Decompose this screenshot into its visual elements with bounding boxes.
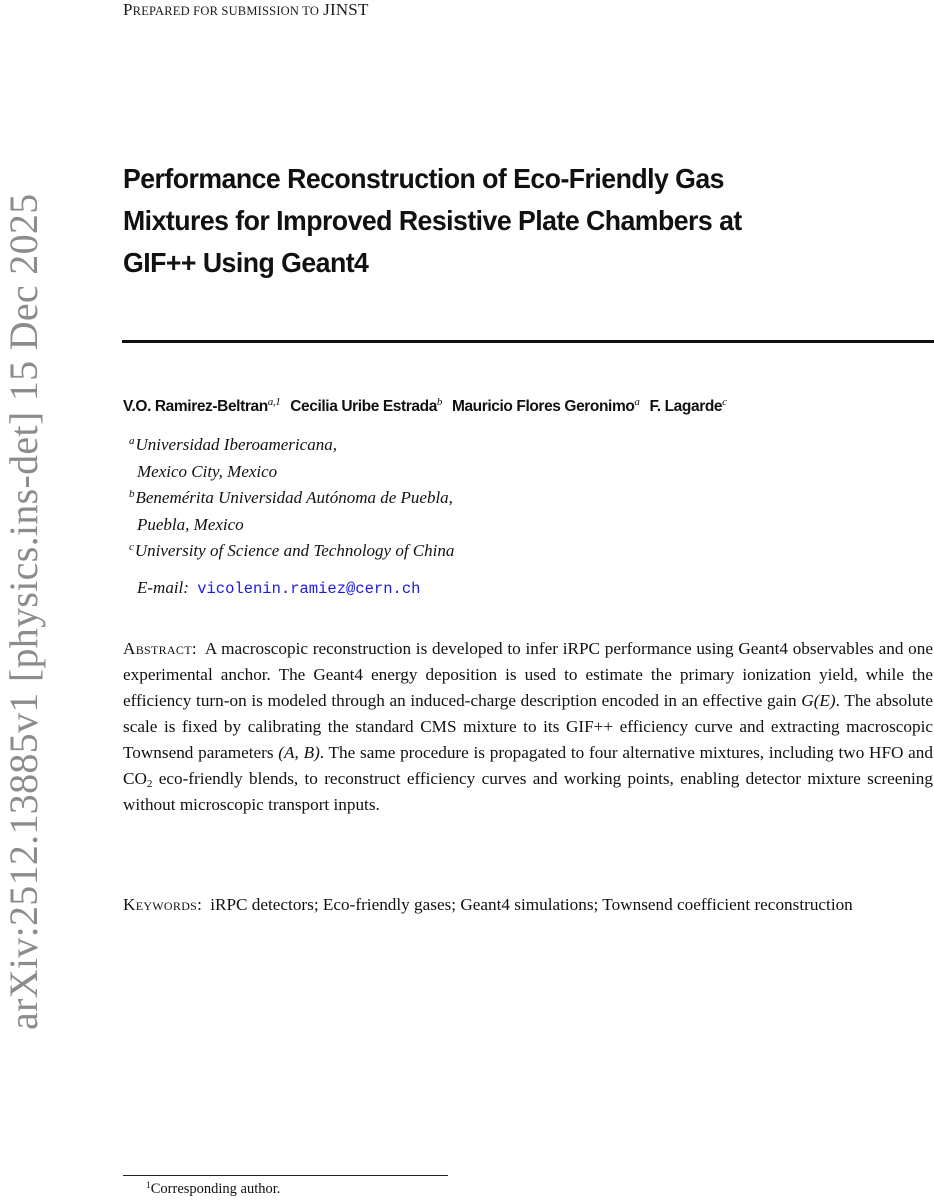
affiliation-a xyxy=(129,432,454,459)
abstract-label: Abstract: xyxy=(123,639,197,658)
author-affiliation-mark: a xyxy=(634,396,640,408)
journal-header-initial: P xyxy=(123,0,133,19)
title-line-1: Performance Reconstruction of Eco-Friendly Gas xyxy=(123,163,724,194)
title-divider xyxy=(122,340,934,343)
author-4 xyxy=(649,398,726,415)
journal-header-text: REPARED FOR SUBMISSION TO xyxy=(132,4,320,18)
author-affiliation-mark: a,1 xyxy=(267,396,281,408)
keywords-label: Keywords: xyxy=(123,895,203,914)
journal-header xyxy=(123,0,369,20)
contact-email xyxy=(137,578,420,598)
footnote-mark: 1 xyxy=(146,1181,151,1191)
keywords-text: iRPC detectors; Eco-friendly gases; Geant4 simulations; Townsend coefficient reconstruction xyxy=(210,895,853,914)
affiliation-mark: a xyxy=(129,435,135,447)
author-name: V.O. Ramirez-Beltran xyxy=(123,398,268,415)
affiliation-text: Universidad Iberoamericana, xyxy=(135,435,337,454)
author-list xyxy=(123,398,733,416)
footnote-text: Corresponding author. xyxy=(150,1181,281,1197)
arxiv-identifier-stamp[interactable]: arXiv:2512.13885v1 [physics.ins-det] 15 Dec 2025 xyxy=(1,193,46,1030)
affiliation-mark: b xyxy=(129,488,135,500)
paper-title xyxy=(123,158,899,284)
keywords xyxy=(123,892,933,918)
abstract-math-gain: G(E) xyxy=(801,691,836,710)
footnote xyxy=(146,1181,280,1198)
author-affiliation-mark: b xyxy=(436,396,443,408)
abstract-subscript: 2 xyxy=(146,778,153,790)
title-line-2: Mixtures for Improved Resistive Plate Chambers at xyxy=(123,205,742,236)
author-name: Cecilia Uribe Estrada xyxy=(290,398,437,415)
footnote-divider xyxy=(123,1175,448,1176)
abstract-math-townsend: (A, B) xyxy=(278,743,320,762)
abstract-text-2: . The absolute scale is fixed by calibrating the standard CMS mixture to its GIF++ efficiency curve and extracting macroscopic Townsend parameters xyxy=(123,691,933,762)
author-2 xyxy=(290,398,442,415)
affiliation-a-location: Mexico City, Mexico xyxy=(137,461,278,481)
author-name: F. Lagarde xyxy=(649,398,723,415)
abstract-text-3: . The same procedure is propagated to four alternative mixtures, including two HFO and CO xyxy=(123,743,933,788)
affiliation-c xyxy=(129,538,454,565)
author-3 xyxy=(452,398,640,415)
affiliation-mark: c xyxy=(129,541,134,553)
email-link[interactable]: vicolenin.ramiez@cern.ch xyxy=(197,580,421,598)
author-1 xyxy=(123,398,280,415)
affiliation-text: Benemérita Universidad Autónoma de Puebla, xyxy=(135,488,453,507)
abstract-text-1: A macroscopic reconstruction is developed to infer iRPC performance using Geant4 observables and one experimental anchor. The Geant4 energy deposition is used to estimate the primary ionization yield, while the efficiency turn-on is modeled through an induced-charge description encoded in an effective gain xyxy=(123,639,933,710)
abstract xyxy=(123,636,933,818)
journal-name: JINST xyxy=(323,0,369,19)
email-label: E-mail: xyxy=(137,578,189,597)
author-affiliation-mark: c xyxy=(722,396,727,408)
affiliation-text: University of Science and Technology of China xyxy=(134,541,455,560)
affiliation-list xyxy=(129,432,454,565)
abstract-text-4: eco-friendly blends, to reconstruct efficiency curves and working points, enabling detector mixture screening without microscopic transport inputs. xyxy=(123,769,933,814)
title-line-3: GIF++ Using Geant4 xyxy=(123,247,369,278)
affiliation-b-location: Puebla, Mexico xyxy=(137,514,244,534)
author-name: Mauricio Flores Geronimo xyxy=(451,398,635,415)
affiliation-b xyxy=(129,485,454,512)
